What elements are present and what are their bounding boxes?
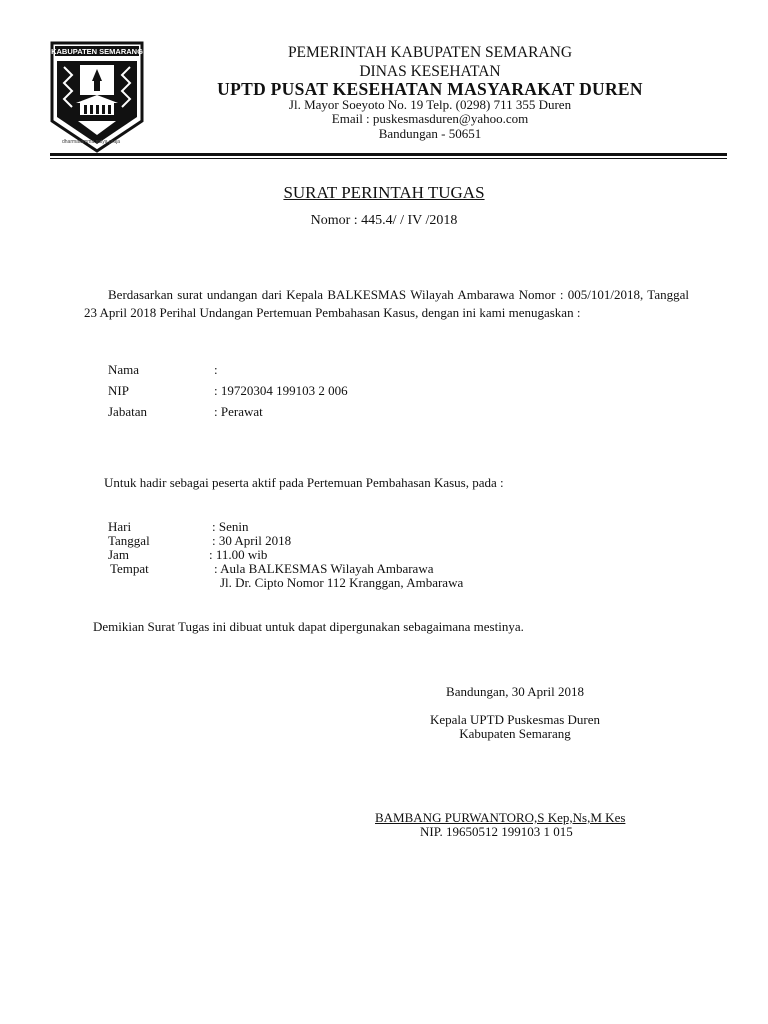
signature-position: Kepala UPTD Puskesmas Duren: [429, 712, 601, 727]
employee-name-value: :: [214, 362, 218, 377]
letterhead-institution: UPTD PUSAT KESEHATAN MASYARAKAT DUREN: [217, 79, 643, 99]
employee-position-value: : Perawat: [214, 404, 263, 419]
schedule-time-label: Jam: [108, 547, 129, 562]
letterhead-city-postal: Bandungan - 50651: [378, 126, 482, 141]
schedule-date-label: Tanggal: [108, 533, 150, 548]
employee-nip-value: : 19720304 199103 2 006: [214, 383, 348, 398]
schedule-time-value: : 11.00 wib: [209, 547, 268, 562]
letterhead-department: DINAS KESEHATAN: [359, 63, 501, 80]
kabupaten-semarang-logo-icon: [50, 41, 144, 153]
letterhead-address: Jl. Mayor Soeyoto No. 19 Telp. (0298) 711 355 Duren: [288, 97, 572, 112]
schedule-day-label: Hari: [108, 519, 132, 534]
logo-motto: dharmatamma satya praja: [62, 139, 121, 145]
purpose-text: Untuk hadir sebagai peserta aktif pada Pertemuan Pembahasan Kasus, pada :: [104, 475, 504, 490]
letterhead-divider-thick: [50, 153, 727, 156]
intro-paragraph: Berdasarkan surat undangan dari Kepala BALKESMAS Wilayah Ambarawa Nomor : 005/101/2018, Tanggal 23 April 2018 Perihal Undangan Pertemuan Pembahasan Kasus, dengan ini kami menugaskan :: [84, 287, 689, 320]
signatory-name: BAMBANG PURWANTORO,S Kep,Ns,M Kes: [375, 810, 626, 825]
employee-name-label: Nama: [108, 362, 140, 377]
employee-nip-label: NIP: [108, 383, 129, 398]
signatory-nip: NIP. 19650512 199103 1 015: [420, 824, 573, 839]
letterhead-government: PEMERINTAH KABUPATEN SEMARANG: [287, 44, 573, 61]
schedule-place-label: Tempat: [110, 561, 149, 576]
schedule-day-value: : Senin: [212, 519, 249, 534]
closing-statement: Demikian Surat Tugas ini dibuat untuk dapat dipergunakan sebagaimana mestinya.: [93, 619, 524, 634]
signature-region: Kabupaten Semarang: [459, 726, 571, 741]
employee-position-label: Jabatan: [108, 404, 147, 419]
letterhead-email: Email : puskesmasduren@yahoo.com: [331, 111, 529, 126]
document-title: SURAT PERINTAH TUGAS: [283, 183, 485, 202]
schedule-place-value: : Aula BALKESMAS Wilayah Ambarawa: [214, 561, 434, 576]
schedule-place-address: Jl. Dr. Cipto Nomor 112 Kranggan, Ambarawa: [220, 575, 464, 590]
schedule-date-value: : 30 April 2018: [212, 533, 292, 548]
document-number: Nomor : 445.4/ / IV /2018: [310, 213, 458, 228]
signature-place-date: Bandungan, 30 April 2018: [446, 684, 584, 699]
logo-label: KABUPATEN SEMARANG: [51, 47, 143, 56]
letterhead-divider-thin: [50, 158, 727, 159]
